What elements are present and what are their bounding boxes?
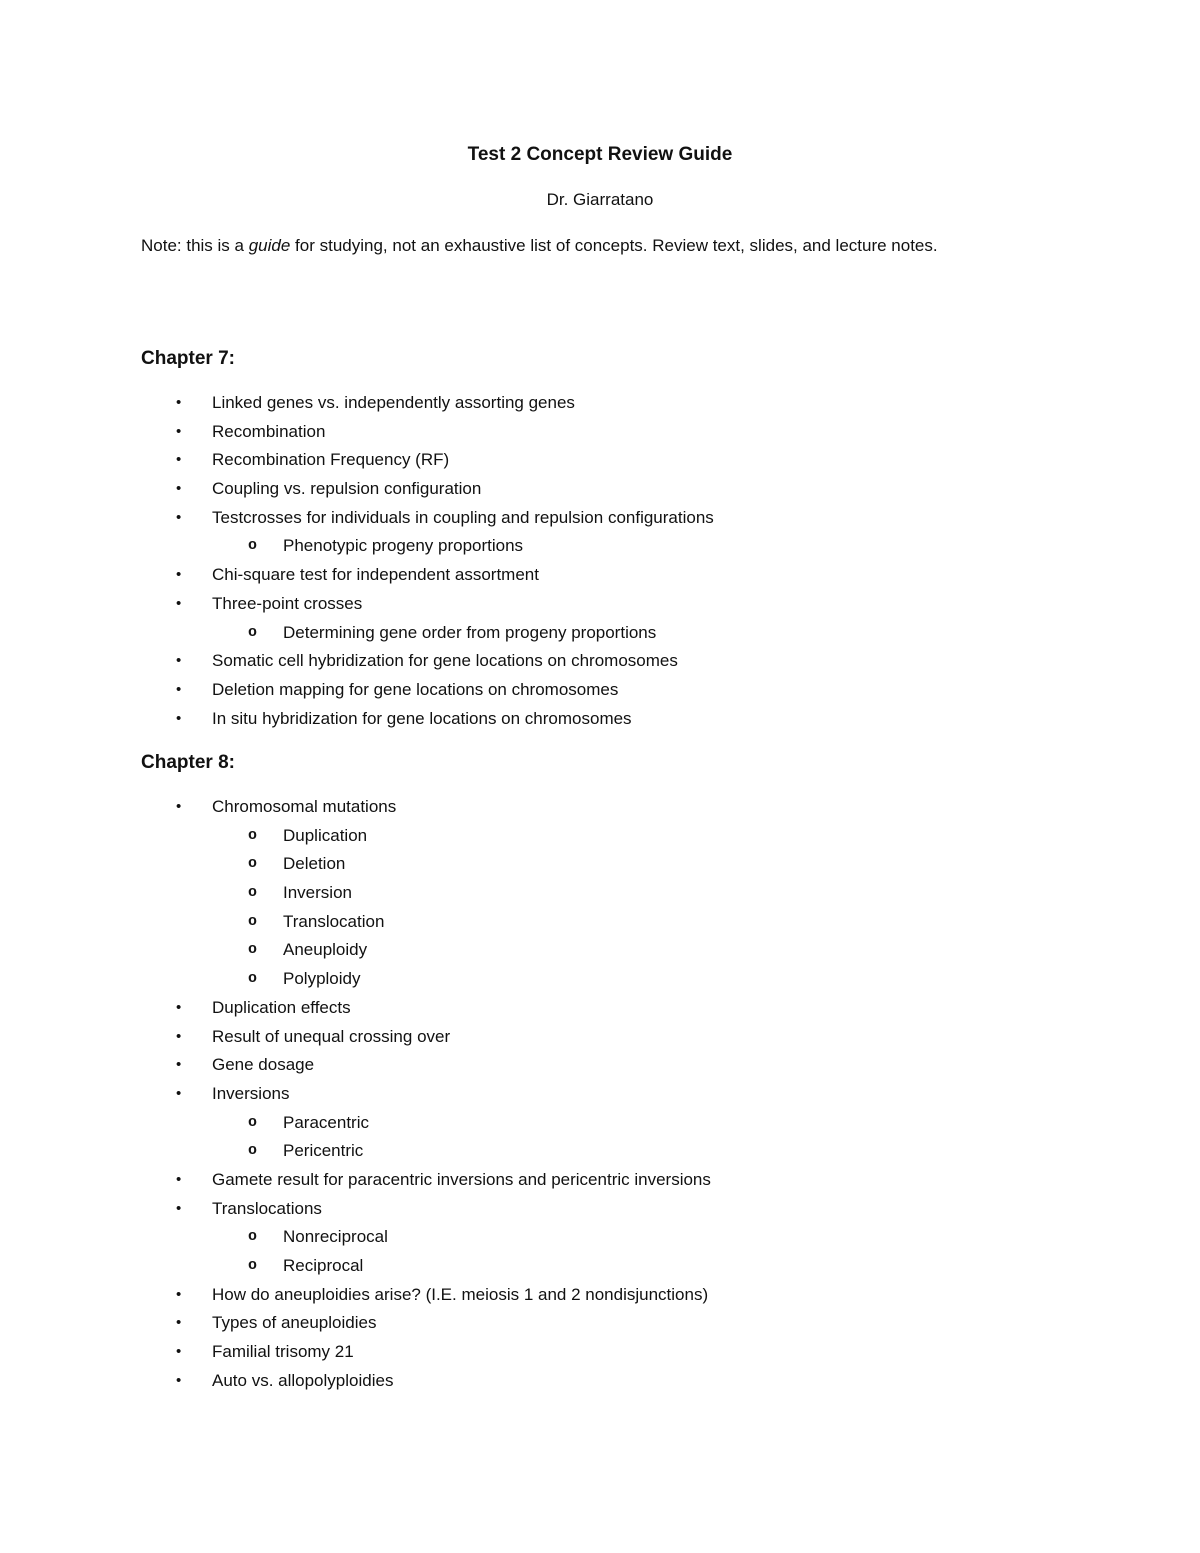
list-item bbox=[0, 1023, 1200, 1052]
sub-list-item bbox=[0, 879, 1200, 908]
list-item-text: Testcrosses for individuals in coupling and repulsion configurations bbox=[212, 507, 714, 527]
bullet-icon: • bbox=[176, 1199, 182, 1217]
hollow-bullet-icon: o bbox=[248, 623, 258, 641]
list-item-text: Reciprocal bbox=[283, 1256, 364, 1275]
bullet-icon: • bbox=[176, 594, 182, 612]
list-item-text: Recombination Frequency (RF) bbox=[212, 450, 450, 470]
sub-list-item bbox=[0, 1223, 1200, 1252]
sub-list-item bbox=[0, 850, 1200, 879]
chapter-7-heading: Chapter 7: bbox=[141, 348, 235, 369]
sub-list-item bbox=[0, 532, 1200, 561]
bullet-icon: • bbox=[176, 998, 182, 1016]
list-item bbox=[0, 1281, 1200, 1310]
hollow-bullet-icon: o bbox=[248, 1228, 258, 1246]
hollow-bullet-icon: o bbox=[248, 1113, 258, 1131]
list-item-text: Polyploidy bbox=[283, 969, 361, 989]
bullet-icon: • bbox=[176, 798, 182, 815]
bullet-icon: • bbox=[176, 709, 182, 727]
hollow-bullet-icon: o bbox=[248, 855, 258, 873]
bullet-icon: • bbox=[176, 1285, 182, 1303]
bullet-icon: • bbox=[176, 1371, 182, 1389]
list-item-text: Somatic cell hybridization for gene locations on chromosomes bbox=[212, 651, 678, 671]
list-item bbox=[0, 1367, 1200, 1396]
list-item bbox=[0, 994, 1200, 1023]
hollow-bullet-icon: o bbox=[248, 1142, 258, 1160]
list-item-text: Linked genes vs. independently assorting genes bbox=[212, 393, 575, 412]
hollow-bullet-icon: o bbox=[248, 537, 258, 555]
sub-list-item bbox=[0, 965, 1200, 994]
list-item-text: Chi-square test for independent assortment bbox=[212, 565, 539, 585]
chapter-7-list bbox=[0, 389, 1200, 733]
list-item-text: Duplication bbox=[283, 825, 368, 845]
bullet-icon: • bbox=[176, 480, 182, 498]
bullet-icon: • bbox=[176, 1314, 182, 1332]
list-item-text: Translocation bbox=[283, 911, 385, 931]
note-emphasis: guide bbox=[248, 236, 291, 255]
list-item bbox=[0, 1309, 1200, 1338]
list-item bbox=[0, 1051, 1200, 1080]
sub-list-item bbox=[0, 619, 1200, 648]
list-item-text: Coupling vs. repulsion configuration bbox=[212, 479, 482, 499]
list-item bbox=[0, 647, 1200, 676]
list-item-text: Determining gene order from progeny proportions bbox=[283, 622, 657, 642]
bullet-icon: • bbox=[176, 652, 182, 670]
list-item-text: Result of unequal crossing over bbox=[212, 1026, 451, 1046]
bullet-icon: • bbox=[176, 422, 182, 440]
list-item-text: Inversions bbox=[212, 1083, 290, 1103]
list-item bbox=[0, 705, 1200, 734]
bullet-icon: • bbox=[176, 451, 182, 469]
hollow-bullet-icon: o bbox=[248, 1257, 258, 1274]
list-item bbox=[0, 590, 1200, 619]
list-item-text: Recombination bbox=[212, 421, 326, 441]
list-item-text: Aneuploidy bbox=[283, 940, 368, 960]
list-item bbox=[0, 793, 1200, 822]
chapter-8-heading: Chapter 8: bbox=[141, 752, 235, 773]
hollow-bullet-icon: o bbox=[248, 826, 258, 844]
list-item-text: Three-point crosses bbox=[212, 593, 363, 613]
sub-list-item bbox=[0, 1252, 1200, 1281]
list-item bbox=[0, 676, 1200, 705]
list-item bbox=[0, 1195, 1200, 1224]
list-item-text: Auto vs. allopolyploidies bbox=[212, 1370, 394, 1390]
list-item bbox=[0, 561, 1200, 590]
bullet-icon: • bbox=[176, 680, 182, 698]
list-item-text: Inversion bbox=[283, 883, 352, 903]
sub-list-item bbox=[0, 1137, 1200, 1166]
sub-list-item bbox=[0, 1109, 1200, 1138]
list-item-text: Paracentric bbox=[283, 1112, 369, 1132]
bullet-icon: • bbox=[176, 566, 182, 584]
list-item-text: Deletion mapping for gene locations on chromosomes bbox=[212, 679, 619, 699]
document-title: Test 2 Concept Review Guide bbox=[467, 144, 733, 165]
list-item-text: Deletion bbox=[283, 854, 346, 874]
chapter-8-list bbox=[0, 793, 1200, 1395]
bullet-icon: • bbox=[176, 394, 182, 411]
list-item-text: Familial trisomy 21 bbox=[212, 1342, 354, 1362]
list-item-text: Phenotypic progeny proportions bbox=[283, 536, 524, 556]
list-item-text: Pericentric bbox=[283, 1141, 364, 1161]
list-item bbox=[0, 418, 1200, 447]
hollow-bullet-icon: o bbox=[248, 941, 258, 959]
sub-list-item bbox=[0, 822, 1200, 851]
list-item-text: Gamete result for paracentric inversions and pericentric inversions bbox=[212, 1169, 711, 1189]
bullet-icon: • bbox=[176, 508, 182, 526]
list-item bbox=[0, 1166, 1200, 1195]
bullet-icon: • bbox=[176, 1170, 182, 1188]
list-item bbox=[0, 1080, 1200, 1109]
bullet-icon: • bbox=[176, 1084, 182, 1102]
bullet-icon: • bbox=[176, 1027, 182, 1045]
bullet-icon: • bbox=[176, 1056, 182, 1074]
list-item-text: Duplication effects bbox=[212, 997, 351, 1017]
list-item bbox=[0, 446, 1200, 475]
list-item-text: Types of aneuploidies bbox=[212, 1313, 377, 1333]
sub-list-item bbox=[0, 908, 1200, 937]
list-item bbox=[0, 1338, 1200, 1367]
note-suffix: for studying, not an exhaustive list of concepts. Review text, slides, and lecture notes. bbox=[290, 236, 938, 255]
hollow-bullet-icon: o bbox=[248, 884, 258, 902]
list-item-text: Nonreciprocal bbox=[283, 1227, 388, 1247]
list-item bbox=[0, 389, 1200, 418]
list-item bbox=[0, 475, 1200, 504]
bullet-icon: • bbox=[176, 1343, 182, 1361]
list-item-text: Chromosomal mutations bbox=[212, 797, 397, 816]
list-item-text: How do aneuploidies arise? (I.E. meiosis 1 and 2 nondisjunctions) bbox=[212, 1284, 709, 1304]
list-item-text: In situ hybridization for gene locations on chromosomes bbox=[212, 708, 632, 728]
hollow-bullet-icon: o bbox=[248, 970, 258, 988]
document-author: Dr. Giarratano bbox=[546, 190, 654, 209]
list-item-text: Gene dosage bbox=[212, 1055, 315, 1075]
hollow-bullet-icon: o bbox=[248, 912, 258, 930]
study-note bbox=[141, 231, 1041, 261]
list-item bbox=[0, 504, 1200, 533]
sub-list-item bbox=[0, 936, 1200, 965]
list-item-text: Translocations bbox=[212, 1198, 322, 1218]
note-prefix: Note: this is a bbox=[141, 236, 249, 255]
